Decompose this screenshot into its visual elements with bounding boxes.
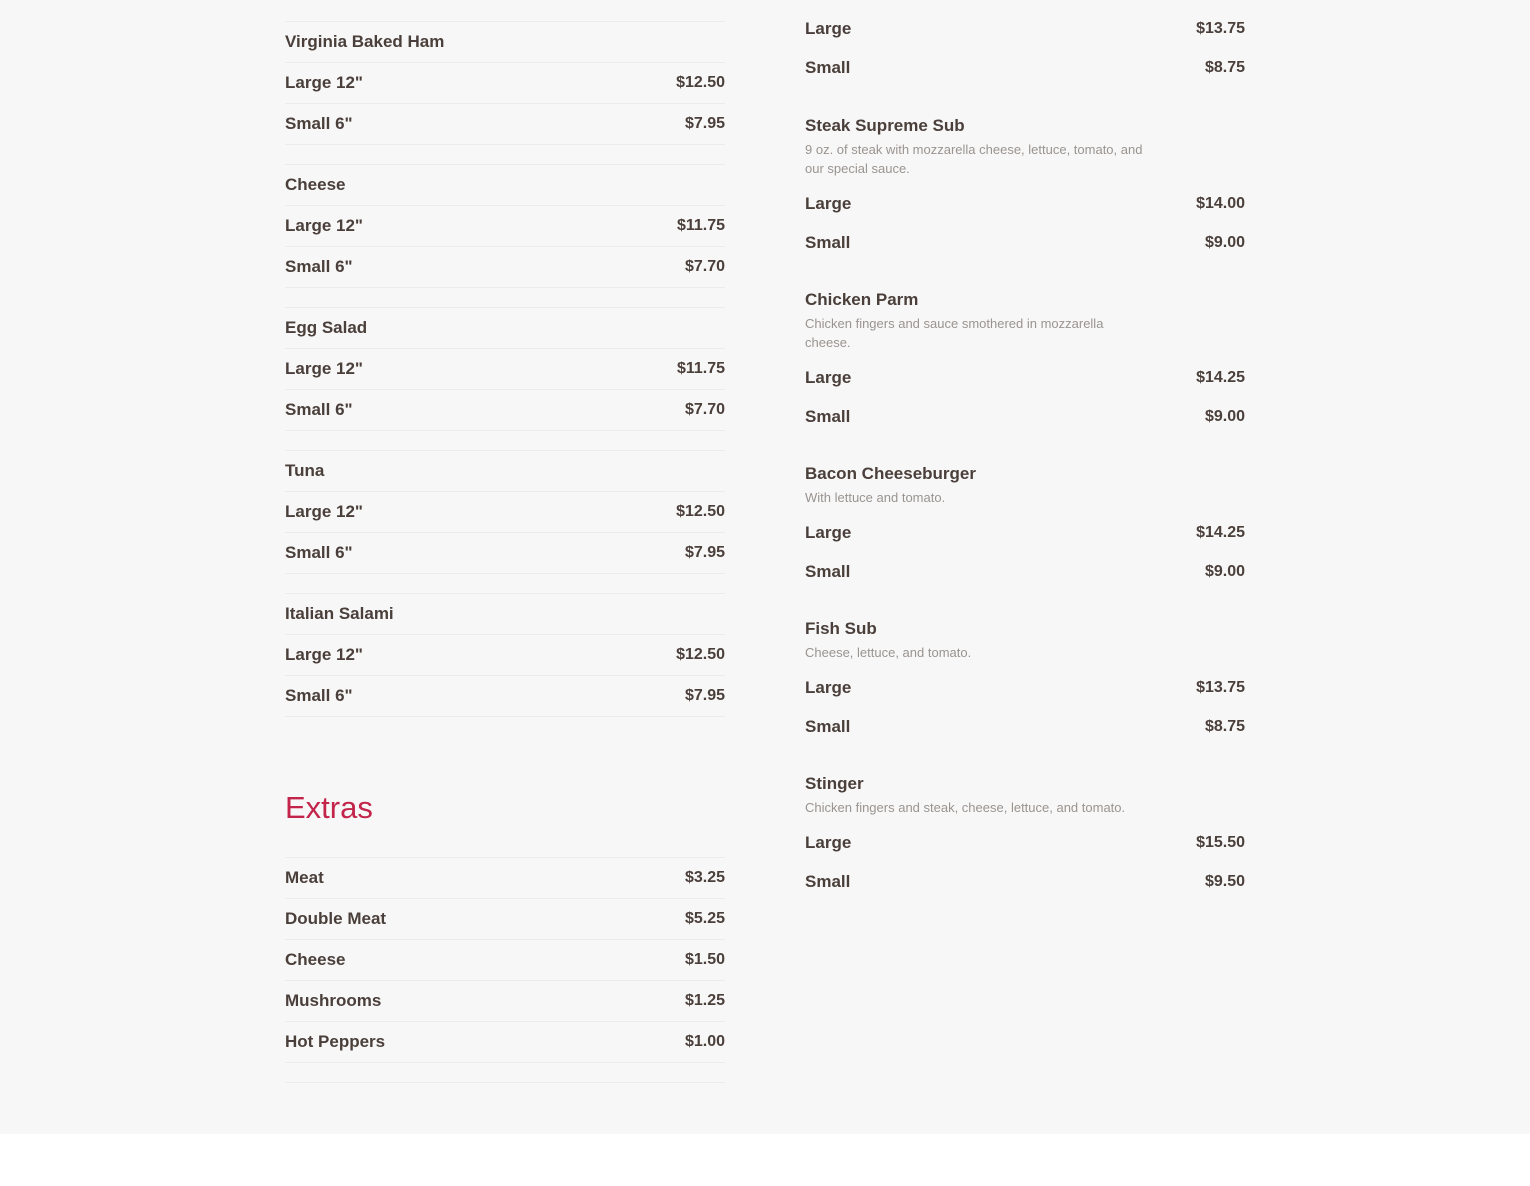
divider (285, 431, 725, 451)
size-row (285, 390, 725, 431)
menu-item (805, 115, 1245, 262)
extras-heading: Extras (285, 790, 373, 825)
extra-row (285, 858, 725, 899)
extra-price: $1.25 (684, 992, 725, 1009)
menu-item-name: Bacon Cheeseburger (805, 464, 976, 483)
extra-row (285, 899, 725, 940)
size-label: Small (805, 232, 851, 252)
menu-item-description: Chicken fingers and sauce smothered in mozzarella cheese. (805, 316, 1104, 350)
size-row (285, 349, 725, 390)
size-price: $8.75 (1204, 58, 1245, 76)
extra-price: $1.50 (684, 951, 725, 968)
divider (285, 0, 725, 22)
menu-item-description: Chicken fingers and steak, cheese, lettuce, and tomato. (805, 800, 1126, 815)
size-label: Large (805, 367, 852, 387)
extra-name: Meat (285, 868, 324, 887)
menu-item-continued (805, 0, 1245, 87)
size-row (805, 668, 1245, 707)
size-row (285, 63, 725, 104)
menu-item (805, 773, 1245, 901)
size-price: $15.50 (1196, 833, 1245, 851)
menu-item (285, 594, 725, 717)
menu-item-name: Steak Supreme Sub (805, 116, 965, 135)
extra-name: Cheese (285, 950, 346, 969)
extra-row (285, 1022, 725, 1063)
size-row (805, 48, 1245, 87)
extra-row (285, 940, 725, 981)
size-label: Small (805, 871, 851, 891)
size-label: Large (805, 18, 852, 38)
size-label: Large 12" (285, 216, 363, 235)
menu-item-name: Tuna (285, 451, 725, 492)
menu-item (285, 22, 725, 165)
size-row (285, 206, 725, 247)
size-price: $13.75 (1196, 678, 1245, 696)
size-row (285, 676, 725, 717)
size-row (805, 552, 1245, 591)
size-label: Small 6" (285, 257, 353, 276)
size-row (805, 223, 1245, 262)
size-price: $11.75 (676, 360, 725, 377)
spacer (285, 717, 725, 788)
menu-item-name: Italian Salami (285, 594, 725, 635)
divider (285, 574, 725, 594)
size-price: $7.95 (684, 544, 725, 561)
size-label: Large (805, 832, 852, 852)
menu-item-name: Cheese (285, 165, 725, 206)
size-row (285, 492, 725, 533)
size-price: $7.95 (684, 687, 725, 704)
extra-price: $1.00 (684, 1033, 725, 1050)
size-label: Large 12" (285, 645, 363, 664)
menu-item-description: With lettuce and tomato. (805, 490, 946, 505)
size-label: Small 6" (285, 686, 353, 705)
extra-price: $5.25 (684, 910, 725, 927)
menu-item-description: 9 oz. of steak with mozzarella cheese, lettuce, tomato, and our special sauce. (805, 142, 1143, 176)
size-label: Small 6" (285, 114, 353, 133)
size-row (285, 104, 725, 145)
size-price: $13.75 (1196, 19, 1245, 37)
extra-price: $3.25 (684, 869, 725, 886)
menu-item (805, 463, 1245, 591)
size-row (805, 707, 1245, 746)
menu-item (805, 289, 1245, 436)
menu-column-right (805, 0, 1245, 901)
size-label: Large (805, 193, 852, 213)
menu-item (805, 618, 1245, 746)
menu-item-name: Virginia Baked Ham (285, 22, 725, 63)
extra-row (285, 981, 725, 1022)
size-label: Large (805, 677, 852, 697)
size-row (805, 184, 1245, 223)
size-price: $9.00 (1204, 233, 1245, 251)
size-row (285, 533, 725, 574)
size-row (285, 635, 725, 676)
divider (285, 1063, 725, 1083)
size-price: $11.75 (676, 217, 725, 234)
menu-item (285, 165, 725, 308)
size-label: Small 6" (285, 400, 353, 419)
size-row (805, 513, 1245, 552)
extra-name: Mushrooms (285, 991, 382, 1010)
size-label: Large 12" (285, 502, 363, 521)
size-price: $9.00 (1204, 562, 1245, 580)
divider (285, 145, 725, 165)
size-price: $7.70 (684, 401, 725, 418)
size-label: Small (805, 561, 851, 581)
divider (285, 288, 725, 308)
size-row (285, 247, 725, 288)
menu-item-name: Chicken Parm (805, 290, 919, 309)
extra-name: Double Meat (285, 909, 387, 928)
menu-column-left (285, 0, 725, 1083)
size-label: Small 6" (285, 543, 353, 562)
size-price: $7.70 (684, 258, 725, 275)
size-price: $9.50 (1204, 872, 1245, 890)
size-row (805, 862, 1245, 901)
extras-list (285, 858, 725, 1083)
size-label: Small (805, 716, 851, 736)
size-label: Large (805, 522, 852, 542)
menu-item-name: Egg Salad (285, 308, 725, 349)
size-label: Small (805, 57, 851, 77)
size-price: $7.95 (684, 115, 725, 132)
size-price: $9.00 (1204, 407, 1245, 425)
size-label: Large 12" (285, 359, 363, 378)
size-row (805, 358, 1245, 397)
size-price: $12.50 (676, 646, 725, 663)
extra-name: Hot Peppers (285, 1032, 386, 1051)
menu-item-description: Cheese, lettuce, and tomato. (805, 645, 972, 660)
size-label: Small (805, 406, 851, 426)
menu-item (285, 308, 725, 451)
divider (285, 828, 725, 858)
size-price: $12.50 (676, 74, 725, 91)
size-label: Large 12" (285, 73, 363, 92)
menu-item-name: Stinger (805, 774, 864, 793)
menu-item (285, 451, 725, 594)
size-row (805, 9, 1245, 48)
menu-item-name: Fish Sub (805, 619, 877, 638)
size-price: $8.75 (1204, 717, 1245, 735)
size-price: $14.00 (1196, 194, 1245, 212)
size-price: $14.25 (1196, 368, 1245, 386)
size-price: $14.25 (1196, 523, 1245, 541)
size-row (805, 823, 1245, 862)
size-row (805, 397, 1245, 436)
size-price: $12.50 (676, 503, 725, 520)
